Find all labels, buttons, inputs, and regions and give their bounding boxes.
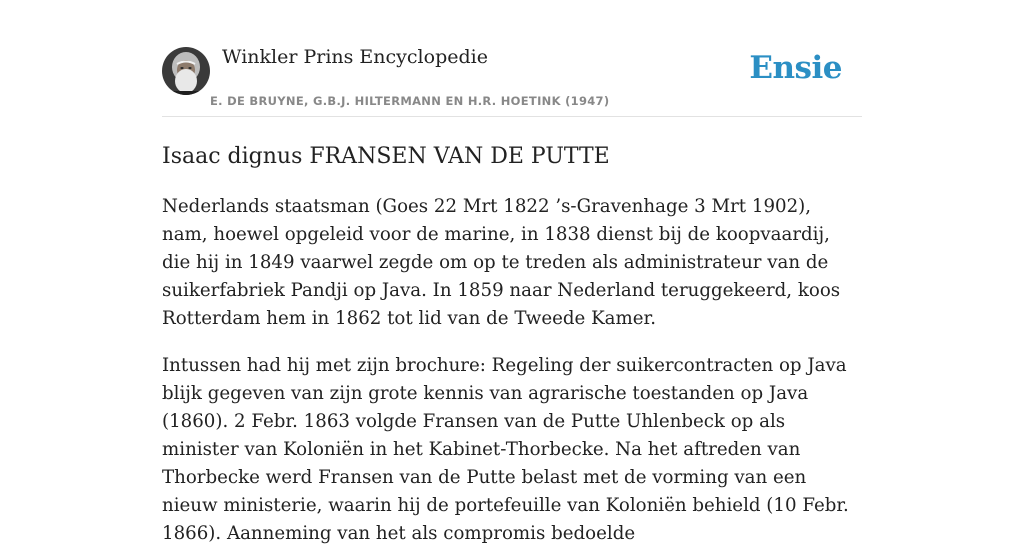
ensie-logo[interactable]: Ensie bbox=[749, 50, 842, 86]
page bbox=[162, 0, 862, 548]
portrait-icon bbox=[162, 47, 210, 95]
article-paragraph-2: Intussen had hij met zijn brochure: Regeling der suikercontracten op Java blijk gegeven van zijn grote kennis van agrarische toestanden op Java (1860). 2 Febr. 1863 volgde Fransen van de Putte Uhlenbeck op als minister van Koloniën in het Kabinet-Thorbecke. Na het aftreden van Thorbecke werd Fransen van de Putte belast met de vorming van een nieuw ministerie, waarin hij de portefeuille van Koloniën behield (10 Febr. 1866). Aanneming van het als compromis bedoelde bbox=[162, 355, 849, 544]
site-header bbox=[162, 0, 862, 117]
article-paragraph-1: Nederlands staatsman (Goes 22 Mrt 1822 ’s-Gravenhage 3 Mrt 1902), nam, hoewel opgeleid voor de marine, in 1838 dienst bij de koopvaardij, die hij in 1849 vaarwel zegde om op te treden als administrateur van de suikerfabriek Pandji op Java. In 1859 naar Nederland teruggekeerd, koos Rotterdam hem in 1862 tot lid van de Tweede Kamer. bbox=[162, 196, 841, 329]
article-title: Isaac dignus FRANSEN VAN DE PUTTE bbox=[162, 144, 610, 169]
publication-title[interactable]: Winkler Prins Encyclopedie bbox=[222, 46, 488, 68]
author-portrait[interactable] bbox=[162, 47, 210, 95]
publication-authors: E. DE BRUYNE, G.B.J. HILTERMANN EN H.R. HOETINK (1947) bbox=[210, 94, 610, 108]
